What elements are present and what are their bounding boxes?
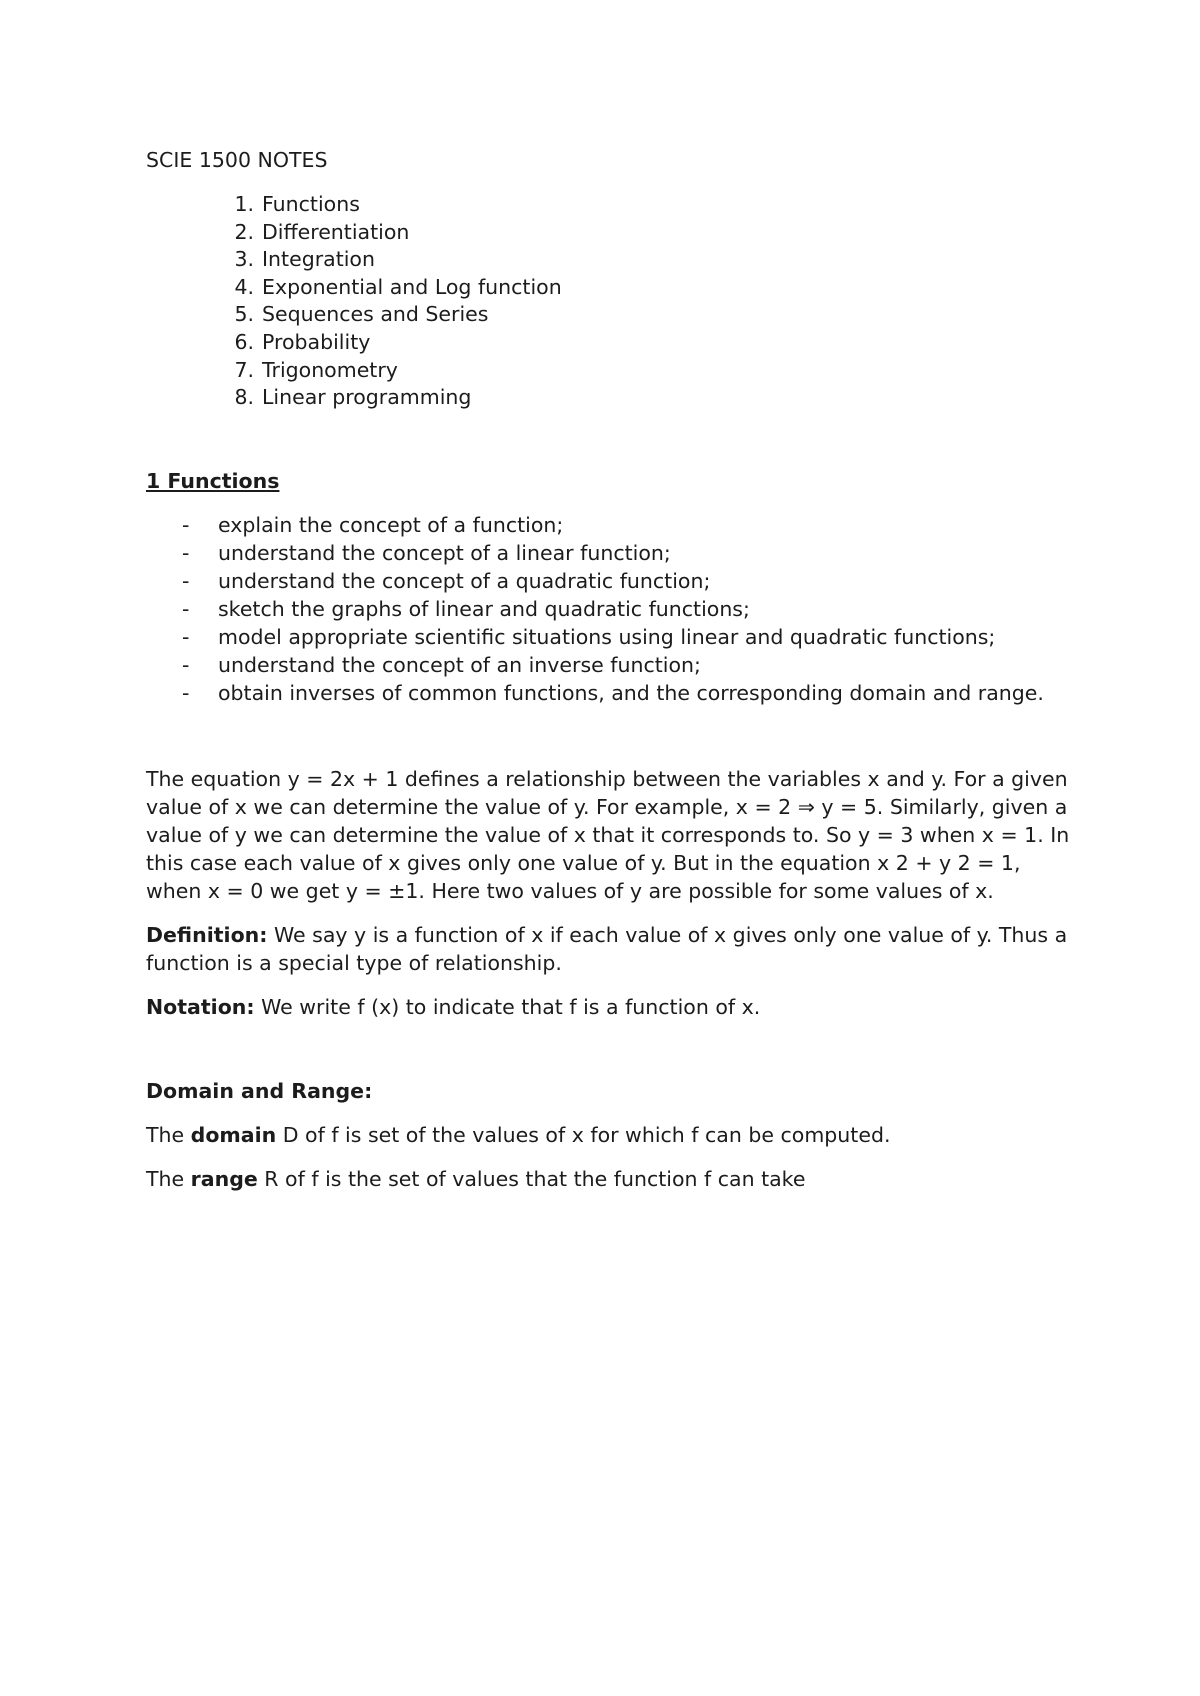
range-rest: R of f is the set of values that the function f can take bbox=[257, 1166, 806, 1191]
objective-text: explain the concept of a function; bbox=[218, 512, 564, 537]
toc-label: Functions bbox=[262, 192, 360, 216]
definition-paragraph bbox=[146, 921, 1076, 977]
objective-text: sketch the graphs of linear and quadratic functions; bbox=[218, 596, 750, 621]
toc-number: 6. bbox=[234, 329, 254, 354]
objective-text: understand the concept of an inverse function; bbox=[218, 652, 701, 677]
notation-text: We write f (x) to indicate that f is a function of x. bbox=[254, 994, 761, 1019]
domain-prefix: The bbox=[146, 1122, 191, 1147]
table-of-contents bbox=[146, 190, 1076, 411]
range-term: range bbox=[190, 1166, 258, 1191]
toc-number: 4. bbox=[234, 274, 254, 299]
toc-item bbox=[218, 218, 1076, 246]
list-item bbox=[182, 623, 1076, 651]
bullet-dash: - bbox=[182, 652, 190, 677]
bullet-dash: - bbox=[182, 596, 190, 621]
toc-item bbox=[218, 245, 1076, 273]
list-item bbox=[182, 651, 1076, 679]
list-item bbox=[182, 567, 1076, 595]
bullet-dash: - bbox=[182, 540, 190, 565]
bullet-dash: - bbox=[182, 568, 190, 593]
domain-term: domain bbox=[190, 1122, 277, 1147]
objectives-list bbox=[146, 511, 1076, 707]
toc-number: 8. bbox=[234, 385, 254, 410]
document-page bbox=[146, 146, 1076, 1193]
list-item bbox=[182, 595, 1076, 623]
section-heading: 1 Functions bbox=[146, 468, 280, 493]
toc-item bbox=[218, 190, 1076, 218]
toc-label: Differentiation bbox=[262, 219, 410, 244]
toc-label: Linear programming bbox=[262, 385, 472, 410]
toc-item bbox=[218, 383, 1076, 411]
toc-number: 7. bbox=[234, 357, 254, 382]
notation-label: Notation: bbox=[146, 994, 255, 1019]
bullet-dash: - bbox=[182, 680, 190, 705]
list-item bbox=[182, 539, 1076, 567]
list-item bbox=[182, 511, 1076, 539]
notation-paragraph bbox=[146, 993, 1076, 1021]
domain-range-heading: Domain and Range: bbox=[146, 1078, 373, 1103]
objective-text: obtain inverses of common functions, and the corresponding domain and range. bbox=[218, 680, 1044, 705]
bullet-dash: - bbox=[182, 624, 190, 649]
toc-label: Sequences and Series bbox=[262, 302, 489, 327]
toc-label: Probability bbox=[262, 329, 371, 354]
range-paragraph bbox=[146, 1165, 1076, 1193]
toc-item bbox=[218, 328, 1076, 356]
toc-item bbox=[218, 273, 1076, 301]
domain-rest: D of f is set of the values of x for which f can be computed. bbox=[276, 1122, 891, 1147]
intro-paragraph: The equation y = 2x + 1 defines a relationship between the variables x and y. For a given value of x we can determine the value of y. For example, x = 2 ⇒ y = 5. Similarly, given a value of y we can determine the value of x that it corresponds to. So y = 3 when x = 1. In this case each value of x gives only one value of y. But in the equation x 2 + y 2 = 1, when x = 0 we get y = ±1. Here two values of y are possible for some values of x. bbox=[146, 766, 1070, 903]
list-item bbox=[182, 679, 1076, 707]
document-title: SCIE 1500 NOTES bbox=[146, 148, 328, 172]
domain-paragraph bbox=[146, 1121, 1076, 1149]
definition-label: Definition: bbox=[146, 922, 268, 947]
toc-item bbox=[218, 356, 1076, 384]
toc-label: Trigonometry bbox=[262, 357, 398, 382]
toc-number: 1. bbox=[234, 192, 254, 216]
definition-text: We say y is a function of x if each value of x gives only one value of y. Thus a function is a special type of relationship. bbox=[146, 922, 1068, 975]
toc-label: Exponential and Log function bbox=[262, 274, 562, 299]
range-prefix: The bbox=[146, 1166, 191, 1191]
toc-item bbox=[218, 300, 1076, 328]
objective-text: model appropriate scientific situations using linear and quadratic functions; bbox=[218, 624, 996, 649]
toc-number: 5. bbox=[234, 302, 254, 327]
objective-text: understand the concept of a linear function; bbox=[218, 540, 671, 565]
toc-label: Integration bbox=[262, 247, 375, 272]
toc-number: 3. bbox=[234, 247, 254, 272]
objective-text: understand the concept of a quadratic function; bbox=[218, 568, 711, 593]
toc-number: 2. bbox=[234, 219, 254, 244]
bullet-dash: - bbox=[182, 512, 190, 537]
